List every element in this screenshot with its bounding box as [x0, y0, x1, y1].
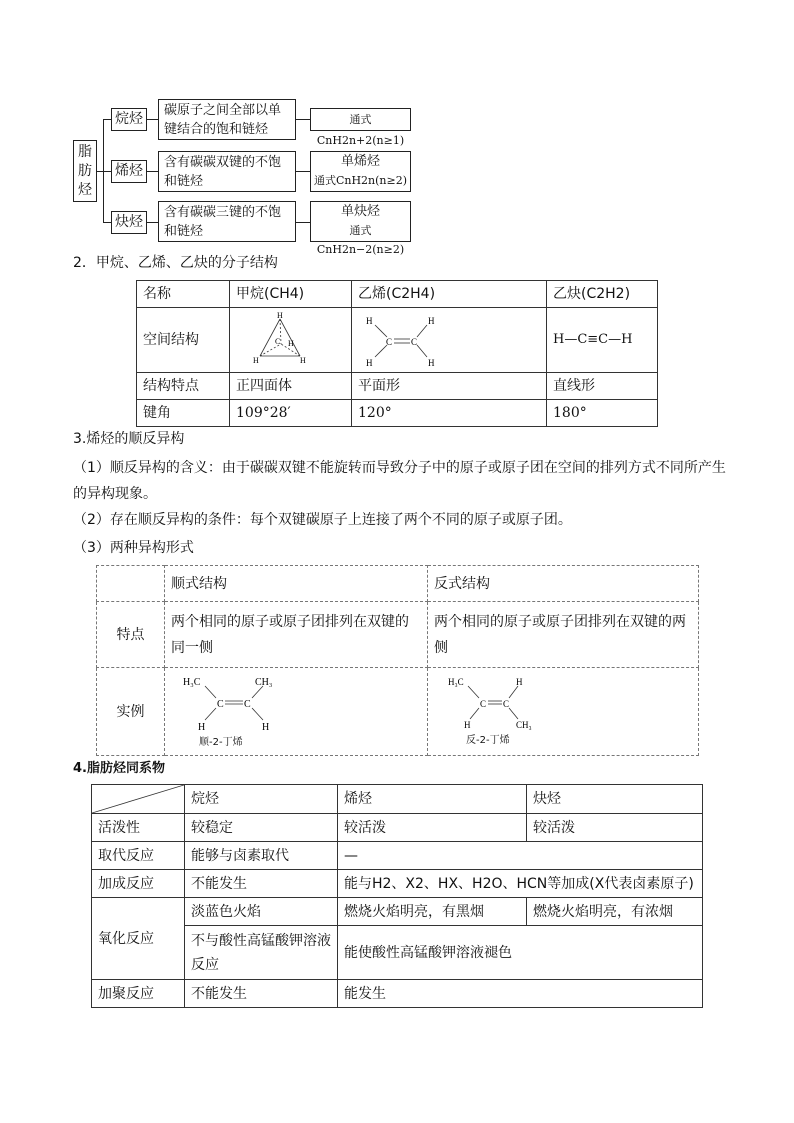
svg-text:H: H — [428, 316, 435, 326]
table-cell: 120° — [352, 400, 547, 427]
table-header: 甲烷(CH4) — [230, 281, 352, 308]
tree-root-label: 脂肪烃 — [78, 144, 92, 198]
table-cell: — — [338, 842, 703, 870]
svg-text:H: H — [366, 358, 373, 368]
table-cell: 较活泼 — [527, 814, 703, 842]
cis-2-butene-diagram — [183, 672, 293, 737]
table-cell: 燃烧火焰明亮，有浓烟 — [527, 898, 703, 926]
section3-paragraph-1: （1）顺反异构的含义：由于碳碳双键不能旋转而导致分子中的原子或原子团在空间的排列方式不同所产生的异构现象。 — [73, 460, 726, 502]
diagonal-header-cell — [92, 785, 185, 814]
table-cell: 109°28′ — [230, 400, 352, 427]
row-label: 加聚反应 — [92, 980, 185, 1008]
trans-example-name: 反-2-丁烯 — [466, 734, 510, 746]
tree-desc-alkene — [158, 151, 296, 192]
table-cell: 180° — [547, 400, 658, 427]
section3-paragraph-3: （3）两种异构形式 — [73, 540, 194, 556]
table-header — [97, 566, 165, 602]
svg-text:H: H — [366, 316, 373, 326]
table-header: 烯烃 — [338, 785, 527, 814]
svg-text:H: H — [464, 719, 471, 730]
section4-title: 4.脂肪烃同系物 — [73, 761, 165, 776]
section3-title: 3.烯烃的顺反异构 — [73, 431, 185, 447]
svg-text:H: H — [516, 676, 523, 687]
svg-text:C: C — [503, 698, 510, 709]
svg-text:H: H — [288, 339, 294, 348]
tree-desc-text: 含有碳碳三键的不饱和链烃 — [164, 205, 282, 239]
table-cell: 能与H2、X2、HX、H2O、HCN等加成(X代表卤素原子) — [338, 870, 703, 898]
table-cell: 平面形 — [352, 373, 547, 400]
svg-text:H₃C: H₃C — [448, 676, 464, 687]
svg-text:C: C — [217, 698, 224, 710]
table-header: 炔烃 — [527, 785, 703, 814]
row-label: 特点 — [97, 602, 165, 668]
formula-title: 单烯烃 — [340, 154, 380, 169]
table-cell: 能使酸性高锰酸钾溶液褪色 — [338, 926, 703, 980]
tree-root — [73, 140, 97, 202]
structure-table — [136, 280, 658, 427]
svg-text:H: H — [253, 356, 259, 365]
tree-node-label: 烯烃 — [115, 163, 143, 179]
table-cell: 不能发生 — [185, 870, 338, 898]
svg-text:CH₃: CH₃ — [255, 676, 273, 688]
trans-example-cell — [428, 668, 699, 756]
table-cell: 能够与卤素取代 — [185, 842, 338, 870]
table-header: 乙烯(C2H4) — [352, 281, 547, 308]
svg-text:CH₃: CH₃ — [516, 719, 532, 730]
tree-formula-alkyne — [310, 201, 411, 256]
table-cell: 两个相同的原子或原子团排列在双键的同一侧 — [165, 602, 428, 668]
cis-example-cell — [165, 668, 428, 756]
svg-text:H: H — [300, 356, 306, 365]
section2-title: 2．甲烷、乙烯、乙炔的分子结构 — [73, 255, 278, 271]
svg-text:H₃C: H₃C — [183, 676, 201, 688]
tree-node-label: 烷烃 — [115, 111, 143, 127]
table-header: 乙炔(C2H2) — [547, 281, 658, 308]
table-cell: 正四面体 — [230, 373, 352, 400]
svg-text:H: H — [428, 358, 435, 368]
svg-text:C: C — [275, 337, 281, 346]
svg-text:H: H — [262, 721, 270, 733]
table-cell: 不与酸性高锰酸钾溶液反应 — [185, 926, 338, 980]
row-label: 键角 — [137, 400, 230, 427]
svg-text:H: H — [277, 311, 283, 320]
table-cell: 不能发生 — [185, 980, 338, 1008]
table-cell: 能发生 — [338, 980, 703, 1008]
formula-text: 通式CnH2n+2(n≥1) — [316, 113, 405, 147]
cis-example-name: 顺-2-丁烯 — [199, 736, 243, 748]
tree-node-alkane — [111, 108, 147, 131]
row-label: 实例 — [97, 668, 165, 756]
table-cell: 较活泼 — [338, 814, 527, 842]
trans-2-butene-diagram — [448, 672, 558, 737]
tree-desc-text: 含有碳碳双键的不饱和链烃 — [164, 155, 282, 189]
tree-formula-alkane — [310, 108, 411, 147]
svg-text:C: C — [386, 337, 393, 347]
svg-text:H: H — [198, 721, 206, 733]
tree-desc-alkane — [158, 99, 296, 140]
table-header: 名称 — [137, 281, 230, 308]
table-cell: 两个相同的原子或原子团排列在双键的两侧 — [428, 602, 699, 668]
formula-title: 单炔烃 — [340, 204, 380, 219]
tree-node-label: 炔烃 — [115, 214, 143, 230]
table-header: 顺式结构 — [165, 566, 428, 602]
row-label: 活泼性 — [92, 814, 185, 842]
methane-structure — [230, 308, 352, 373]
tree-formula-alkene — [310, 151, 411, 192]
diagonal-line — [92, 785, 184, 813]
table-cell: 直线形 — [547, 373, 658, 400]
table-header: 反式结构 — [428, 566, 699, 602]
svg-text:C: C — [244, 698, 251, 710]
ethylene-structure — [352, 308, 547, 373]
svg-text:C: C — [411, 337, 418, 347]
row-label: 取代反应 — [92, 842, 185, 870]
acetylene-structure: H—C≡C—H — [547, 308, 658, 373]
row-label: 空间结构 — [137, 308, 230, 373]
formula-text: 通式CnH2n(n≥2) — [313, 174, 408, 187]
table-cell: 较稳定 — [185, 814, 338, 842]
row-label: 氧化反应 — [92, 898, 185, 980]
homolog-table — [91, 784, 703, 1008]
ethylene-planar-diagram — [356, 310, 446, 370]
tree-node-alkyne — [111, 211, 147, 234]
isomer-table — [96, 565, 699, 756]
tree-desc-text: 碳原子之间全部以单键结合的饱和链烃 — [164, 103, 282, 137]
row-label: 结构特点 — [137, 373, 230, 400]
tree-desc-alkyne — [158, 201, 296, 242]
section3-paragraph-2: （2）存在顺反异构的条件：每个双键碳原子上连接了两个不同的原子或原子团。 — [73, 512, 572, 528]
methane-tetrahedron-diagram — [248, 310, 318, 370]
row-label: 加成反应 — [92, 870, 185, 898]
tree-node-alkene — [111, 160, 147, 183]
svg-text:C: C — [480, 698, 487, 709]
table-header: 烷烃 — [185, 785, 338, 814]
table-cell: 燃烧火焰明亮，有黑烟 — [338, 898, 527, 926]
formula-text: 通式CnH2n−2(n≥2) — [316, 224, 405, 256]
table-cell: 淡蓝色火焰 — [185, 898, 338, 926]
